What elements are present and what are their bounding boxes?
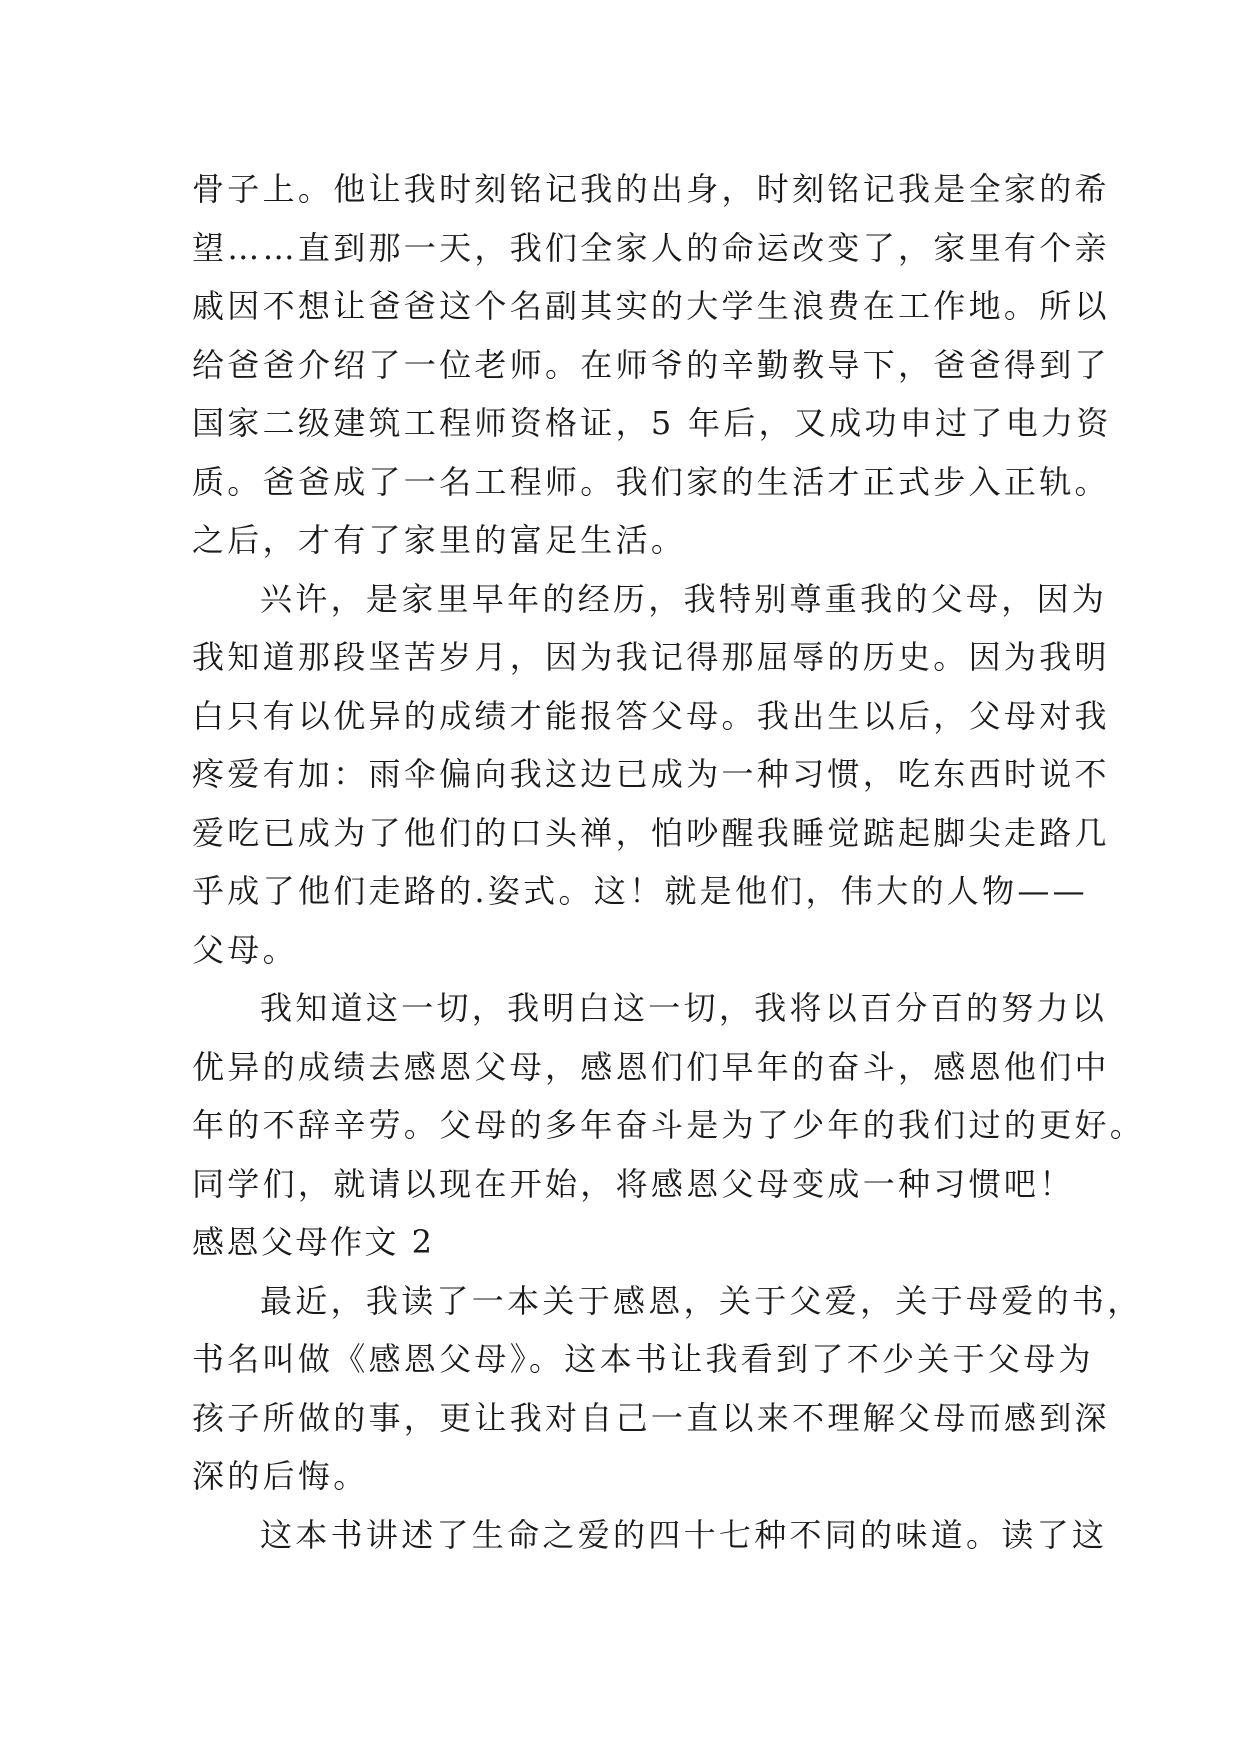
text-line: 深的后悔。 — [192, 1457, 369, 1495]
section-heading — [192, 1213, 1062, 1272]
text-line: 书名叫做《感恩父母》。这本书让我看到了不少关于父母为 — [192, 1340, 1094, 1378]
text-line: 白只有以优异的成绩才能报答父母。我出生以后，父母对我 — [192, 696, 1110, 735]
paragraph-1 — [192, 160, 1112, 570]
paragraph-5 — [192, 1506, 1108, 1565]
text-line: 同学们，就请以现在开始，将感恩父母变成一种习惯吧！ — [192, 1164, 1075, 1203]
text-line: 我知道那段坚苦岁月，因为我记得那屈辱的历史。因为我明 — [192, 638, 1110, 676]
text-line: 孩子所做的事，更让我对自己一直以来不理解父母而感到深 — [192, 1398, 1110, 1437]
document-body — [192, 160, 1146, 1564]
text-line: 之后，才有了家里的富足生活。 — [192, 521, 687, 559]
text-line-indented: 兴许，是家里早年的经历，我特别尊重我的父母，因为 — [260, 579, 1108, 618]
text-line: 疼爱有加：雨伞偏向我这边已成为一种习惯，吃东西时说不 — [192, 755, 1110, 793]
text-line: 父母。 — [192, 930, 298, 969]
text-line: 国家二级建筑工程师资格证，5 年后，又成功申过了电力资 — [192, 404, 1112, 442]
paragraph-3 — [192, 979, 1146, 1213]
text-line: 骨子上。他让我时刻铭记我的出身，时刻铭记我是全家的希 — [192, 170, 1110, 208]
text-line: 年的不辞辛劳。父母的多年奋斗是为了少年的我们过的更好。 — [192, 1106, 1146, 1144]
essay-title: 感恩父母作文 2 — [192, 1223, 435, 1261]
paragraph-4 — [192, 1272, 1143, 1506]
text-line-indented: 最近，我读了一本关于感恩，关于父爱，关于母爱的书， — [260, 1281, 1143, 1320]
paragraph-2 — [192, 570, 1110, 980]
text-line: 望……直到那一天，我们全家人的命运改变了，家里有个亲 — [192, 228, 1110, 267]
text-line-indented: 我知道这一切，我明白这一切，我将以百分百的努力以 — [260, 989, 1108, 1027]
text-line: 给爸爸介绍了一位老师。在师爷的辛勤教导下，爸爸得到了 — [192, 345, 1110, 384]
text-line: 质。爸爸成了一名工程师。我们家的生活才正式步入正轨。 — [192, 462, 1110, 501]
text-line-indented: 这本书讲述了生命之爱的四十七种不同的味道。读了这 — [260, 1515, 1108, 1554]
text-line: 戚因不想让爸爸这个名副其实的大学生浪费在工作地。所以 — [192, 287, 1110, 325]
text-line: 爱吃已成为了他们的口头禅，怕吵醒我睡觉踮起脚尖走路几 — [192, 813, 1110, 852]
text-line: 优异的成绩去感恩父母，感恩们们早年的奋斗，感恩他们中 — [192, 1047, 1110, 1086]
text-line: 乎成了他们走路的.姿式。这！就是他们，伟大的人物—— — [192, 872, 1088, 910]
